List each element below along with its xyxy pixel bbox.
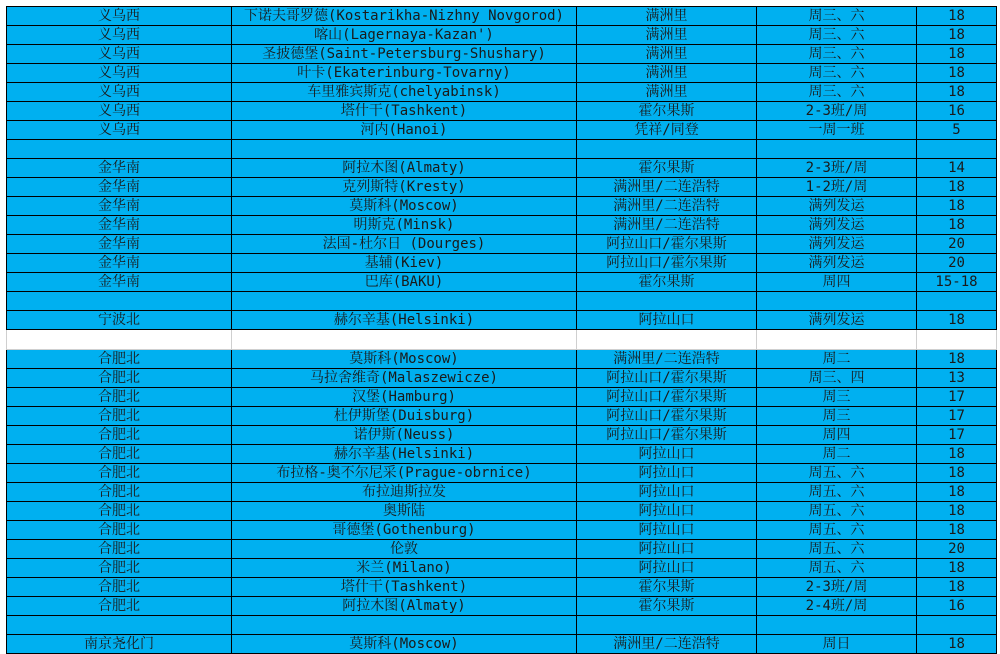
destination-cell[interactable]: 布拉格-奥不尔尼采(Prague-obrnice): [232, 464, 577, 483]
border-port-cell[interactable]: 阿拉山口: [577, 311, 757, 330]
transit-days-cell[interactable]: 18: [917, 45, 997, 64]
destination-cell[interactable]: 奥斯陆: [232, 502, 577, 521]
destination-cell[interactable]: 喀山(Lagernaya-Kazan'): [232, 26, 577, 45]
destination-cell[interactable]: 明斯克(Minsk): [232, 216, 577, 235]
origin-station-cell[interactable]: 合肥北: [7, 388, 232, 407]
border-port-cell[interactable]: 满洲里: [577, 26, 757, 45]
transit-days-cell[interactable]: 18: [917, 311, 997, 330]
table-row: [7, 464, 997, 483]
origin-station-cell[interactable]: 合肥北: [7, 464, 232, 483]
destination-cell[interactable]: 莫斯科(Moscow): [232, 197, 577, 216]
frequency-cell[interactable]: 周三、六: [757, 83, 917, 102]
origin-station-cell[interactable]: 义乌西: [7, 121, 232, 140]
border-port-cell[interactable]: 满洲里: [577, 7, 757, 26]
border-port-cell[interactable]: 凭祥/同登: [577, 121, 757, 140]
transit-days-cell[interactable]: 18: [917, 216, 997, 235]
border-port-cell[interactable]: 阿拉山口: [577, 445, 757, 464]
origin-station-cell[interactable]: 合肥北: [7, 559, 232, 578]
border-port-cell[interactable]: 阿拉山口: [577, 502, 757, 521]
table-row: [7, 426, 997, 445]
frequency-cell[interactable]: 周三、六: [757, 26, 917, 45]
transit-days-cell[interactable]: 13: [917, 369, 997, 388]
transit-days-cell[interactable]: 17: [917, 426, 997, 445]
destination-cell[interactable]: 下诺夫哥罗德(Kostarikha-Nizhny Novgorod): [232, 7, 577, 26]
frequency-cell[interactable]: [757, 330, 917, 350]
table-row: [7, 102, 997, 121]
destination-cell[interactable]: [232, 140, 577, 159]
frequency-cell[interactable]: 满列发运: [757, 235, 917, 254]
origin-station-cell[interactable]: 义乌西: [7, 26, 232, 45]
frequency-cell[interactable]: 周四: [757, 273, 917, 292]
origin-station-cell[interactable]: 金华南: [7, 178, 232, 197]
frequency-cell[interactable]: 2-3班/周: [757, 102, 917, 121]
separator-row: [7, 330, 997, 350]
origin-station-cell[interactable]: 义乌西: [7, 83, 232, 102]
border-port-cell[interactable]: [577, 616, 757, 635]
transit-days-cell[interactable]: 18: [917, 502, 997, 521]
frequency-cell[interactable]: 满列发运: [757, 311, 917, 330]
frequency-cell[interactable]: 周二: [757, 445, 917, 464]
border-port-cell[interactable]: 阿拉山口/霍尔果斯: [577, 369, 757, 388]
transit-days-cell[interactable]: 14: [917, 159, 997, 178]
table-row: [7, 254, 997, 273]
destination-cell[interactable]: 杜伊斯堡(Duisburg): [232, 407, 577, 426]
border-port-cell[interactable]: 阿拉山口: [577, 521, 757, 540]
frequency-cell[interactable]: 一周一班: [757, 121, 917, 140]
origin-station-cell[interactable]: 义乌西: [7, 7, 232, 26]
table-row: [7, 597, 997, 616]
destination-cell[interactable]: [232, 330, 577, 350]
table-row: [7, 635, 997, 654]
transit-days-cell[interactable]: 18: [917, 178, 997, 197]
transit-days-cell[interactable]: 18: [917, 83, 997, 102]
table-row: [7, 559, 997, 578]
border-port-cell[interactable]: 满洲里: [577, 45, 757, 64]
table-row: [7, 273, 997, 292]
transit-days-cell[interactable]: 20: [917, 235, 997, 254]
frequency-cell[interactable]: 周三、六: [757, 45, 917, 64]
destination-cell[interactable]: 汉堡(Hamburg): [232, 388, 577, 407]
destination-cell[interactable]: [232, 616, 577, 635]
frequency-cell[interactable]: 满列发运: [757, 216, 917, 235]
destination-cell[interactable]: 布拉迪斯拉发: [232, 483, 577, 502]
origin-station-cell[interactable]: 合肥北: [7, 407, 232, 426]
transit-days-cell[interactable]: [917, 330, 997, 350]
transit-days-cell[interactable]: 17: [917, 407, 997, 426]
origin-station-cell[interactable]: [7, 292, 232, 311]
destination-cell[interactable]: 马拉舍维奇(Malaszewicze): [232, 369, 577, 388]
border-port-cell[interactable]: 满洲里/二连浩特: [577, 216, 757, 235]
frequency-cell[interactable]: 周三、六: [757, 64, 917, 83]
destination-cell[interactable]: 河内(Hanoi): [232, 121, 577, 140]
frequency-cell[interactable]: [757, 140, 917, 159]
origin-station-cell[interactable]: 合肥北: [7, 350, 232, 369]
table-row: [7, 197, 997, 216]
frequency-cell[interactable]: 周五、六: [757, 540, 917, 559]
border-port-cell[interactable]: 满洲里/二连浩特: [577, 178, 757, 197]
table-row: [7, 578, 997, 597]
origin-station-cell[interactable]: 金华南: [7, 197, 232, 216]
transit-days-cell[interactable]: [917, 616, 997, 635]
destination-cell[interactable]: 莫斯科(Moscow): [232, 635, 577, 654]
origin-station-cell[interactable]: [7, 330, 232, 350]
table-row: [7, 369, 997, 388]
origin-station-cell[interactable]: 金华南: [7, 273, 232, 292]
origin-station-cell[interactable]: 义乌西: [7, 64, 232, 83]
frequency-cell[interactable]: 周三: [757, 388, 917, 407]
destination-cell[interactable]: 赫尔辛基(Helsinki): [232, 445, 577, 464]
border-port-cell[interactable]: 满洲里/二连浩特: [577, 197, 757, 216]
destination-cell[interactable]: 赫尔辛基(Helsinki): [232, 311, 577, 330]
transit-days-cell[interactable]: 18: [917, 64, 997, 83]
frequency-cell[interactable]: 周五、六: [757, 559, 917, 578]
table-row: [7, 216, 997, 235]
transit-days-cell[interactable]: 18: [917, 635, 997, 654]
table-row: [7, 45, 997, 64]
origin-station-cell[interactable]: [7, 140, 232, 159]
transit-days-cell[interactable]: 18: [917, 521, 997, 540]
destination-cell[interactable]: 哥德堡(Gothenburg): [232, 521, 577, 540]
transit-days-cell[interactable]: 18: [917, 7, 997, 26]
transit-days-cell[interactable]: 18: [917, 464, 997, 483]
border-port-cell[interactable]: 阿拉山口/霍尔果斯: [577, 388, 757, 407]
table-row: [7, 483, 997, 502]
origin-station-cell[interactable]: [7, 616, 232, 635]
border-port-cell[interactable]: 霍尔果斯: [577, 597, 757, 616]
frequency-cell[interactable]: [757, 292, 917, 311]
route-table: [6, 6, 997, 654]
origin-station-cell[interactable]: 宁波北: [7, 311, 232, 330]
transit-days-cell[interactable]: [917, 140, 997, 159]
frequency-cell[interactable]: 满列发运: [757, 254, 917, 273]
frequency-cell[interactable]: 2-4班/周: [757, 597, 917, 616]
separator-row: [7, 292, 997, 311]
destination-cell[interactable]: 车里雅宾斯克(chelyabinsk): [232, 83, 577, 102]
separator-row: [7, 140, 997, 159]
transit-days-cell[interactable]: 16: [917, 102, 997, 121]
frequency-cell[interactable]: 满列发运: [757, 197, 917, 216]
transit-days-cell[interactable]: 15-18: [917, 273, 997, 292]
origin-station-cell[interactable]: 南京尧化门: [7, 635, 232, 654]
destination-cell[interactable]: 塔什干(Tashkent): [232, 102, 577, 121]
frequency-cell[interactable]: 周五、六: [757, 502, 917, 521]
border-port-cell[interactable]: 阿拉山口: [577, 464, 757, 483]
transit-days-cell[interactable]: 5: [917, 121, 997, 140]
frequency-cell[interactable]: 周三、四: [757, 369, 917, 388]
transit-days-cell[interactable]: [917, 292, 997, 311]
table-row: [7, 64, 997, 83]
destination-cell[interactable]: 法国-杜尔日 (Dourges): [232, 235, 577, 254]
table-row: [7, 121, 997, 140]
table-row: [7, 540, 997, 559]
table-row: [7, 235, 997, 254]
destination-cell[interactable]: 诺伊斯(Neuss): [232, 426, 577, 445]
destination-cell[interactable]: 基辅(Kiev): [232, 254, 577, 273]
border-port-cell[interactable]: [577, 140, 757, 159]
destination-cell[interactable]: [232, 292, 577, 311]
transit-days-cell[interactable]: 18: [917, 578, 997, 597]
origin-station-cell[interactable]: 合肥北: [7, 597, 232, 616]
border-port-cell[interactable]: 满洲里: [577, 83, 757, 102]
frequency-cell[interactable]: 周三: [757, 407, 917, 426]
origin-station-cell[interactable]: 义乌西: [7, 45, 232, 64]
transit-days-cell[interactable]: 18: [917, 197, 997, 216]
destination-cell[interactable]: 阿拉木图(Almaty): [232, 159, 577, 178]
origin-station-cell[interactable]: 合肥北: [7, 578, 232, 597]
origin-station-cell[interactable]: 金华南: [7, 235, 232, 254]
destination-cell[interactable]: 米兰(Milano): [232, 559, 577, 578]
origin-station-cell[interactable]: 金华南: [7, 216, 232, 235]
frequency-cell[interactable]: 周二: [757, 350, 917, 369]
border-port-cell[interactable]: [577, 330, 757, 350]
transit-days-cell[interactable]: 18: [917, 26, 997, 45]
border-port-cell[interactable]: 阿拉山口: [577, 559, 757, 578]
border-port-cell[interactable]: 霍尔果斯: [577, 273, 757, 292]
border-port-cell[interactable]: 阿拉山口/霍尔果斯: [577, 407, 757, 426]
frequency-cell[interactable]: 2-3班/周: [757, 159, 917, 178]
transit-days-cell[interactable]: 20: [917, 540, 997, 559]
origin-station-cell[interactable]: 义乌西: [7, 102, 232, 121]
origin-station-cell[interactable]: 合肥北: [7, 445, 232, 464]
origin-station-cell[interactable]: 合肥北: [7, 540, 232, 559]
table-row: [7, 311, 997, 330]
border-port-cell[interactable]: 满洲里: [577, 64, 757, 83]
origin-station-cell[interactable]: 合肥北: [7, 369, 232, 388]
transit-days-cell[interactable]: 16: [917, 597, 997, 616]
destination-cell[interactable]: 圣披德堡(Saint-Petersburg-Shushary): [232, 45, 577, 64]
transit-days-cell[interactable]: 18: [917, 559, 997, 578]
table-row: [7, 388, 997, 407]
frequency-cell[interactable]: 周五、六: [757, 521, 917, 540]
table-row: [7, 502, 997, 521]
border-port-cell[interactable]: 阿拉山口/霍尔果斯: [577, 254, 757, 273]
border-port-cell[interactable]: 满洲里/二连浩特: [577, 635, 757, 654]
border-port-cell[interactable]: 阿拉山口: [577, 483, 757, 502]
origin-station-cell[interactable]: 金华南: [7, 159, 232, 178]
transit-days-cell[interactable]: 17: [917, 388, 997, 407]
table-row: [7, 178, 997, 197]
table-row: [7, 350, 997, 369]
frequency-cell[interactable]: 周四: [757, 426, 917, 445]
destination-cell[interactable]: 塔什干(Tashkent): [232, 578, 577, 597]
border-port-cell[interactable]: 霍尔果斯: [577, 159, 757, 178]
table-row: [7, 26, 997, 45]
table-row: [7, 521, 997, 540]
table-row: [7, 7, 997, 26]
table-row: [7, 445, 997, 464]
table-row: [7, 83, 997, 102]
destination-cell[interactable]: 阿拉木图(Almaty): [232, 597, 577, 616]
origin-station-cell[interactable]: 金华南: [7, 254, 232, 273]
border-port-cell[interactable]: 霍尔果斯: [577, 102, 757, 121]
destination-cell[interactable]: 克列斯特(Kresty): [232, 178, 577, 197]
frequency-cell[interactable]: 2-3班/周: [757, 578, 917, 597]
border-port-cell[interactable]: 阿拉山口/霍尔果斯: [577, 235, 757, 254]
border-port-cell[interactable]: 霍尔果斯: [577, 578, 757, 597]
transit-days-cell[interactable]: 18: [917, 483, 997, 502]
border-port-cell[interactable]: 阿拉山口/霍尔果斯: [577, 426, 757, 445]
destination-cell[interactable]: 巴库(BAKU): [232, 273, 577, 292]
table-row: [7, 407, 997, 426]
border-port-cell[interactable]: [577, 292, 757, 311]
destination-cell[interactable]: 伦敦: [232, 540, 577, 559]
frequency-cell[interactable]: 周三、六: [757, 7, 917, 26]
origin-station-cell[interactable]: 合肥北: [7, 521, 232, 540]
origin-station-cell[interactable]: 合肥北: [7, 483, 232, 502]
frequency-cell[interactable]: 周日: [757, 635, 917, 654]
route-table-body: [7, 7, 997, 654]
origin-station-cell[interactable]: 合肥北: [7, 426, 232, 445]
transit-days-cell[interactable]: 20: [917, 254, 997, 273]
border-port-cell[interactable]: 满洲里/二连浩特: [577, 350, 757, 369]
transit-days-cell[interactable]: 18: [917, 445, 997, 464]
frequency-cell[interactable]: 1-2班/周: [757, 178, 917, 197]
transit-days-cell[interactable]: 18: [917, 350, 997, 369]
separator-row: [7, 616, 997, 635]
frequency-cell[interactable]: [757, 616, 917, 635]
origin-station-cell[interactable]: 合肥北: [7, 502, 232, 521]
destination-cell[interactable]: 莫斯科(Moscow): [232, 350, 577, 369]
frequency-cell[interactable]: 周五、六: [757, 483, 917, 502]
border-port-cell[interactable]: 阿拉山口: [577, 540, 757, 559]
frequency-cell[interactable]: 周五、六: [757, 464, 917, 483]
destination-cell[interactable]: 叶卡(Ekaterinburg-Tovarny): [232, 64, 577, 83]
table-row: [7, 159, 997, 178]
